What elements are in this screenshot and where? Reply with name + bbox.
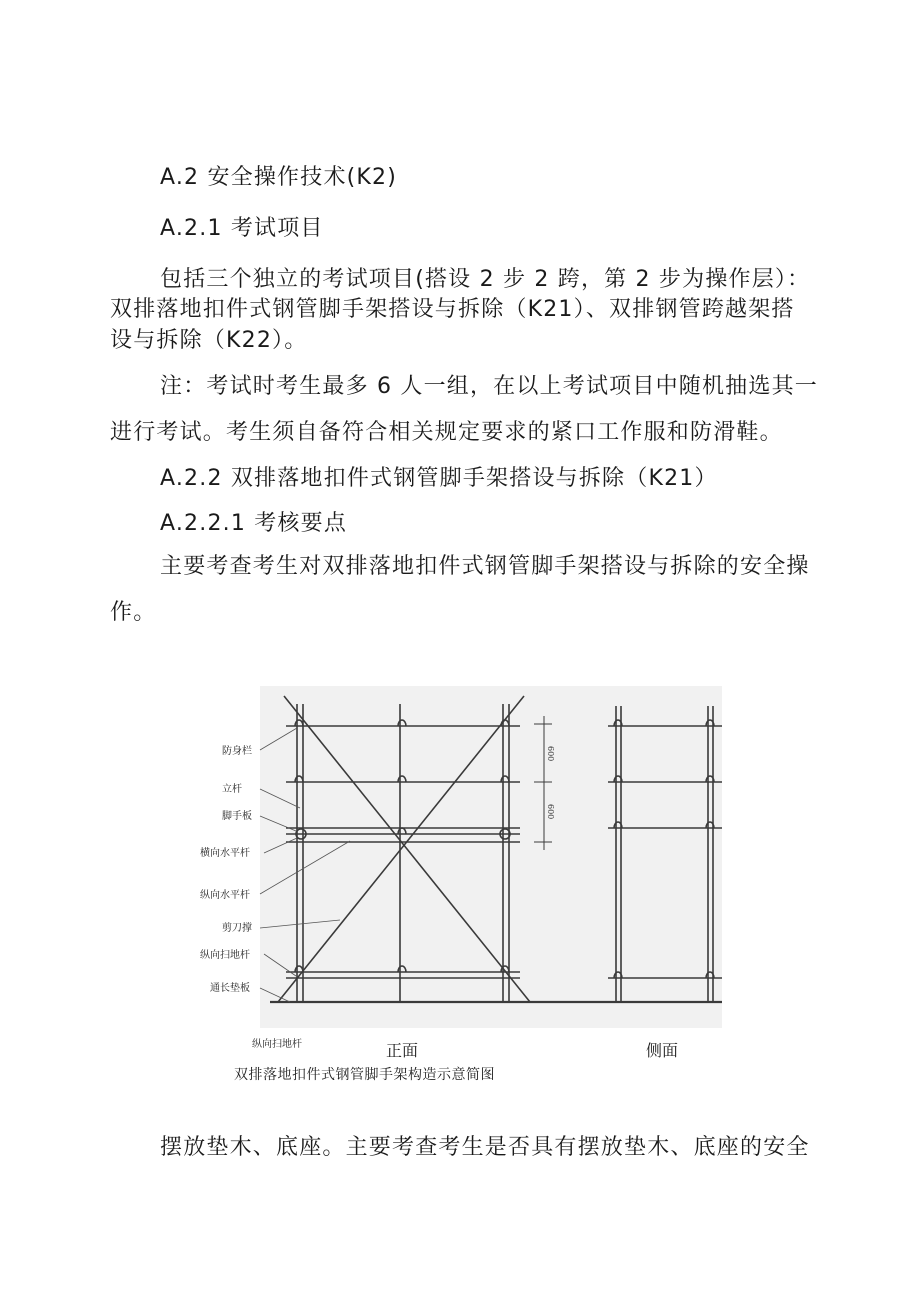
section-heading-a2: A.2 安全操作技术(K2) xyxy=(160,165,398,190)
side-view-title: 侧面 xyxy=(646,1041,679,1060)
label-cross-brace: 剪刀撑 xyxy=(222,923,252,934)
front-view-title: 正面 xyxy=(386,1041,419,1060)
paragraph-line: 双排落地扣件式钢管脚手架搭设与拆除（K21）、双排钢管跨越架搭 xyxy=(110,297,795,322)
label-guardrail: 防身栏 xyxy=(222,746,252,757)
dimension-label-bottom: 600 xyxy=(546,804,555,820)
section-heading-a221: A.2.2.1 考核要点 xyxy=(160,511,348,536)
paragraph-line: 主要考查考生对双排落地扣件式钢管脚手架搭设与拆除的安全操 xyxy=(160,554,810,579)
label-transverse-bar: 横向水平杆 xyxy=(200,848,250,859)
paragraph-line: 设与拆除（K22）。 xyxy=(110,328,308,353)
paragraph-line: 摆放垫木、底座。主要考查考生是否具有摆放垫木、底座的安全 xyxy=(160,1135,810,1160)
scaffold-diagram xyxy=(200,686,740,1066)
dimension-label-top: 600 xyxy=(546,746,555,762)
paragraph-line: 包括三个独立的考试项目(搭设 2 步 2 跨，第 2 步为操作层）： xyxy=(160,267,811,292)
label-scaffold-board: 脚手板 xyxy=(222,811,252,822)
label-base-board: 通长垫板 xyxy=(210,983,250,994)
section-heading-a22: A.2.2 双排落地扣件式钢管脚手架搭设与拆除（K21） xyxy=(160,466,718,491)
section-heading-a21: A.2.1 考试项目 xyxy=(160,216,324,241)
note-line: 进行考试。考生须自备符合相关规定要求的紧口工作服和防滑鞋。 xyxy=(110,420,783,445)
label-longitudinal-bar: 纵向水平杆 xyxy=(200,890,250,901)
note-line: 注：考试时考生最多 6 人一组，在以上考试项目中随机抽选其一 xyxy=(160,374,818,399)
label-upright: 立杆 xyxy=(222,784,242,795)
label-sweep-rod-bottom: 纵向扫地杆 xyxy=(252,1039,302,1050)
label-sweep-rod: 纵向扫地杆 xyxy=(200,950,250,961)
figure-caption: 双排落地扣件式钢管脚手架构造示意简图 xyxy=(234,1067,495,1083)
paragraph-line: 作。 xyxy=(110,600,157,625)
